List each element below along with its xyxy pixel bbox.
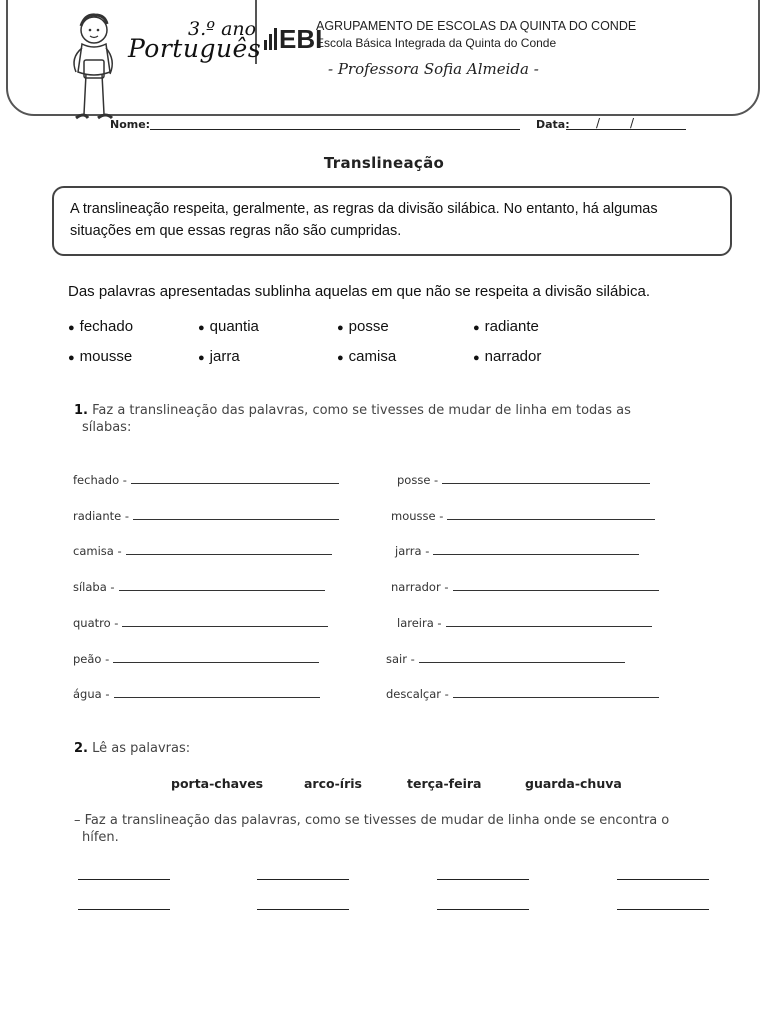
answer-line[interactable] [114, 687, 320, 698]
exercise-2-prompt: 2. Lê as palavras: [74, 741, 191, 756]
syllable-row[interactable]: mousse - [391, 509, 655, 523]
answer-line[interactable] [78, 909, 170, 910]
word-item[interactable]: ● narrador [473, 348, 542, 365]
exercise-2-instruction: – Faz a translineação das palavras, como se tivesses de mudar de linha onde se encontra o [74, 813, 670, 828]
school-name: Escola Básica Integrada da Quinta do Conde [316, 36, 557, 50]
compound-word: terça-feira [407, 776, 482, 791]
student-illustration [62, 8, 122, 132]
rule-text: A translineação respeita, geralmente, as regras da divisão silábica. No entanto, há algumas situações em que essas regras não são cumpridas. [70, 201, 658, 239]
date-separator: / [596, 116, 601, 130]
compound-word: porta-chaves [171, 776, 264, 791]
answer-line[interactable] [433, 544, 639, 555]
answer-line[interactable] [419, 652, 625, 663]
syllable-row[interactable]: sílaba - [73, 580, 325, 594]
compound-word: guarda-chuva [525, 776, 622, 791]
name-field[interactable] [150, 129, 520, 130]
underline-instruction: Das palavras apresentadas sublinha aquelas em que não se respeita a divisão silábica. [68, 283, 651, 300]
syllable-row[interactable]: fechado - [73, 473, 339, 487]
syllable-row[interactable]: peão - [73, 652, 319, 666]
word-item[interactable]: ● quantia [198, 318, 259, 335]
word-item[interactable]: ● mousse [68, 348, 133, 365]
word-item[interactable]: ● camisa [337, 348, 397, 365]
answer-line[interactable] [437, 909, 529, 910]
date-field[interactable] [566, 129, 686, 130]
word-item[interactable]: ● posse [337, 318, 389, 335]
answer-line[interactable] [453, 687, 659, 698]
answer-line[interactable] [122, 616, 328, 627]
exercise-2-instruction-cont: hífen. [82, 830, 119, 845]
syllable-row[interactable]: quatro - [73, 616, 328, 630]
answer-line[interactable] [453, 580, 659, 591]
word-item[interactable]: ● radiante [473, 318, 539, 335]
logo-text: EBI [279, 24, 323, 54]
date-label: Data: [536, 118, 570, 131]
answer-line[interactable] [257, 909, 349, 910]
syllable-row[interactable]: água - [73, 687, 320, 701]
grade-label: 3.º ano [188, 18, 257, 40]
answer-line[interactable] [447, 509, 655, 520]
exercise-1-prompt: 1. Faz a translineação das palavras, como se tivesses de mudar de linha em todas as [74, 403, 631, 418]
answer-line[interactable] [617, 879, 709, 880]
answer-line[interactable] [617, 909, 709, 910]
syllable-row[interactable]: camisa - [73, 544, 332, 558]
answer-line[interactable] [113, 652, 319, 663]
syllable-row[interactable]: posse - [397, 473, 650, 487]
syllable-row[interactable]: sair - [386, 652, 625, 666]
school-group: AGRUPAMENTO DE ESCOLAS DA QUINTA DO CONDE [316, 19, 637, 33]
answer-line[interactable] [126, 544, 332, 555]
syllable-row[interactable]: narrador - [391, 580, 659, 594]
answer-line[interactable] [78, 879, 170, 880]
syllable-row[interactable]: radiante - [73, 509, 339, 523]
syllable-row[interactable]: jarra - [395, 544, 639, 558]
answer-line[interactable] [257, 879, 349, 880]
answer-line[interactable] [131, 473, 339, 484]
name-label: Nome: [110, 118, 151, 131]
syllable-row[interactable]: descalçar - [386, 687, 659, 701]
compound-word: arco-íris [304, 776, 362, 791]
answer-line[interactable] [437, 879, 529, 880]
subject-title: Português [128, 34, 262, 63]
word-item[interactable]: ● jarra [198, 348, 240, 365]
answer-line[interactable] [133, 509, 339, 520]
exercise-1-prompt-cont: sílabas: [82, 420, 132, 435]
answer-line[interactable] [119, 580, 325, 591]
answer-line[interactable] [446, 616, 652, 627]
answer-line[interactable] [442, 473, 650, 484]
page-title: Translineação [323, 154, 445, 172]
school-logo [262, 16, 323, 54]
teacher-name: - Professora Sofia Almeida - [328, 60, 539, 78]
date-separator: / [630, 116, 635, 130]
word-item[interactable]: ● fechado [68, 318, 134, 335]
syllable-row[interactable]: lareira - [397, 616, 652, 630]
